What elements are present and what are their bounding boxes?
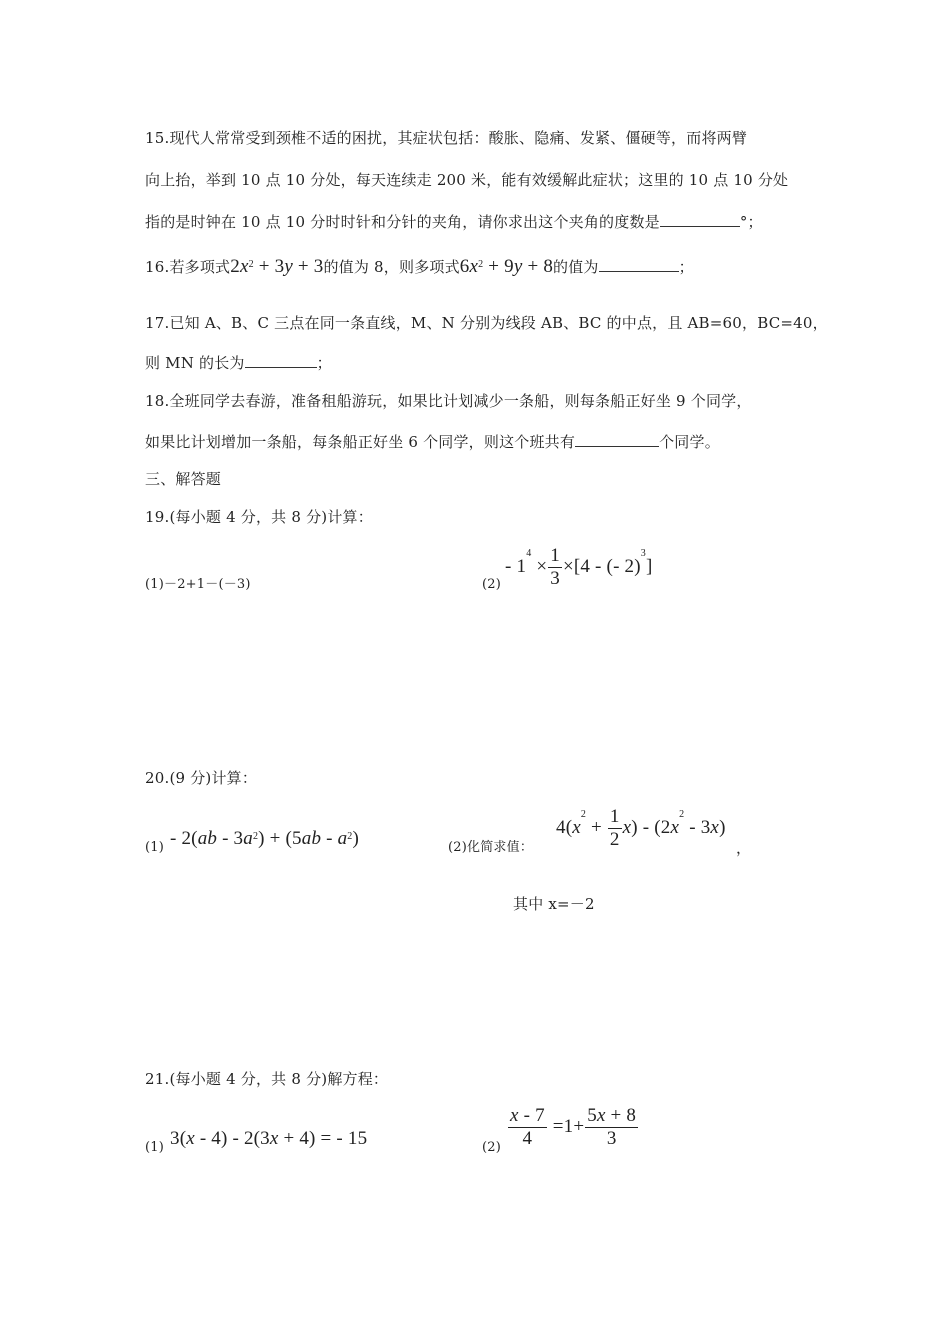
answer-blank-18 bbox=[575, 432, 659, 447]
q17-line-2-end: ； bbox=[316, 354, 332, 372]
q18-line-2 bbox=[145, 432, 720, 452]
q20-part-2-expression: $4(x^2$ + $\frac{1}{2}$ $x) - (2x^2 - 3x)$ bbox=[556, 806, 726, 850]
q20-part-2-label: (2)化简求值： bbox=[448, 840, 534, 855]
q16-end: ； bbox=[678, 258, 694, 276]
q17-line-2 bbox=[145, 353, 332, 373]
q15-line-3 bbox=[145, 212, 763, 232]
q16-line bbox=[145, 254, 694, 280]
q20-header: 20.(9 分)计算： bbox=[145, 769, 258, 787]
fraction-x-minus-7-over-4: $\frac{x - 7}{4}$ bbox=[510, 1105, 545, 1149]
q15-line-2: 向上抬，举到 10 点 10 分处，每天连续走 200 米，能有效缓解此症状；这里的 10 点 10 分处 bbox=[145, 171, 789, 189]
q21-part-2-label: (2) bbox=[482, 1140, 502, 1155]
q21-part-1-label: (1) bbox=[145, 1140, 165, 1155]
q16-polynomial-2: $6x^2 + 9y + 8$ bbox=[459, 256, 554, 277]
q17-line-2-text: 则 MN 的长为 bbox=[145, 354, 245, 372]
q20-part-1-expression: - $2(ab - 3a^2) + (5ab - a^2)$ bbox=[170, 828, 360, 849]
q15-line-3-end: °； bbox=[739, 213, 763, 231]
q21-part-2-equation: $\frac{x - 7}{4}$ =1+ $\frac{5x + 8}{3}$ bbox=[510, 1105, 637, 1149]
q19-header: 19.(每小题 4 分，共 8 分)计算： bbox=[145, 508, 373, 526]
section-title: 三、解答题 bbox=[145, 470, 222, 488]
fraction-5x-plus-8-over-3: $\frac{5x + 8}{3}$ bbox=[587, 1105, 637, 1149]
q16-suffix: 的值为 bbox=[553, 258, 599, 276]
q15-line-1: 15.现代人常常受到颈椎不适的困扰，其症状包括：酸胀、隐痛、发紧、僵硬等，而将两臂 bbox=[145, 129, 748, 147]
q16-polynomial-1: $2x^2 + 3y + 3$ bbox=[230, 256, 324, 277]
q21-header: 21.(每小题 4 分，共 8 分)解方程： bbox=[145, 1070, 389, 1088]
answer-blank-15 bbox=[660, 212, 740, 227]
fraction-one-third: $\frac{1}{3}$ bbox=[550, 545, 560, 589]
q20-part-1-label: (1) bbox=[145, 840, 165, 855]
q18-line-2-text: 如果比计划增加一条船，每条船正好坐 6 个同学，则这个班共有 bbox=[145, 433, 576, 451]
q19-part-2-expression: - $1^4$ × $\frac{1}{3}$ ×[4 - (- 2)$^3$] bbox=[505, 545, 653, 589]
q18-line-2-end: 个同学。 bbox=[659, 433, 720, 451]
q16-prefix: 16.若多项式 bbox=[145, 258, 231, 276]
answer-blank-17 bbox=[245, 353, 317, 368]
q18-line-1: 18.全班同学去春游，准备租船游玩，如果比计划减少一条船，则每条船正好坐 9 个同学， bbox=[145, 392, 752, 410]
q21-part-1-equation: 3(x - 4) - 2(3x + 4) = - 15 bbox=[170, 1128, 368, 1149]
q20-part-2-comma: ， bbox=[736, 839, 752, 857]
answer-blank-16 bbox=[599, 257, 679, 272]
q16-middle: 的值为 8，则多项式 bbox=[323, 258, 460, 276]
q19-part-1: (1)－2+1－(－3) bbox=[145, 577, 251, 592]
q17-line-1: 17.已知 A、B、C 三点在同一条直线，M、N 分别为线段 AB、BC 的中点，且 AB=60，BC=40， bbox=[145, 314, 828, 332]
fraction-one-half: $\frac{1}{2}$ bbox=[609, 806, 620, 850]
q15-line-3-text: 指的是时钟在 10 点 10 分时时针和分针的夹角，请你求出这个夹角的度数是 bbox=[145, 213, 660, 231]
q19-part-2-label: (2) bbox=[482, 577, 502, 592]
q20-condition: 其中 x=－2 bbox=[513, 895, 595, 913]
